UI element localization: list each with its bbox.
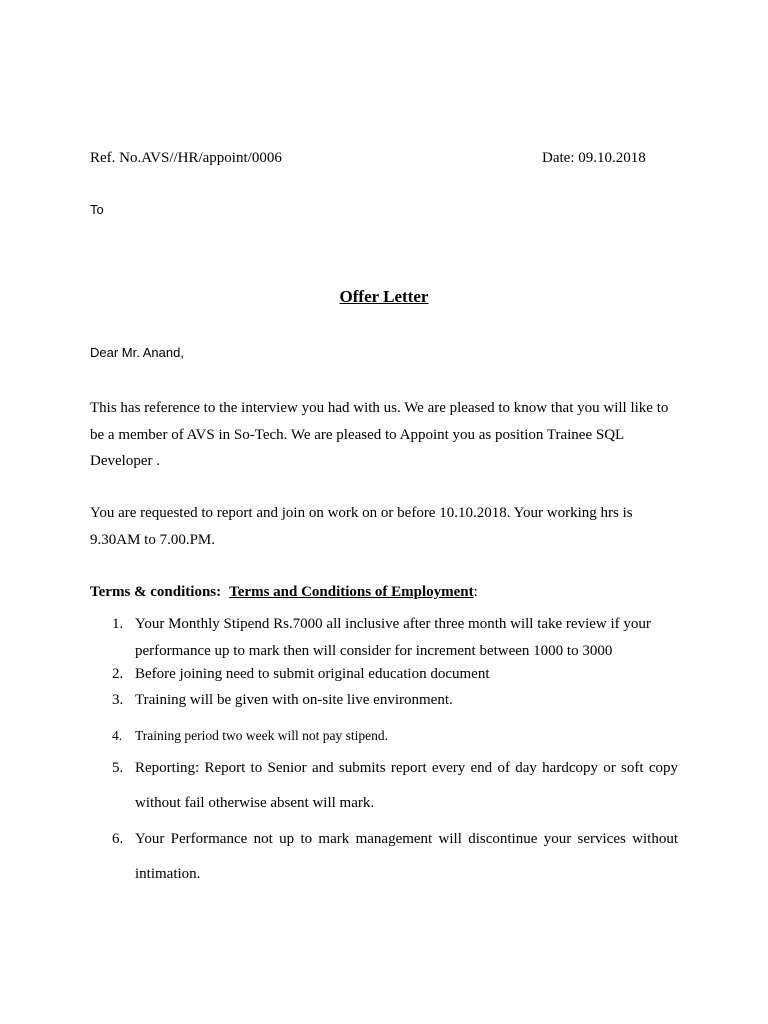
list-item-text: Before joining need to submit original education document <box>135 666 490 682</box>
terms-colon: : <box>473 584 478 600</box>
document-title: Offer Letter <box>339 287 429 306</box>
reference-number: Ref. No.AVS//HR/appoint/0006 <box>90 150 282 166</box>
list-item <box>112 691 678 709</box>
list-item <box>112 822 678 892</box>
list-item-number: 2. <box>112 666 124 682</box>
list-item-text: Training will be given with on-site live environment. <box>135 692 453 708</box>
letter-date: Date: 09.10.2018 <box>542 150 646 166</box>
salutation: Dear Mr. Anand, <box>90 345 184 360</box>
list-item-text: Your Performance not up to mark management will discontinue your services without intimation. <box>135 831 678 882</box>
list-item-number: 3. <box>112 692 124 708</box>
list-item <box>112 727 678 745</box>
list-item-text: Your Monthly Stipend Rs.7000 all inclusive after three month will take review if your performance up to mark then will consider for increment between 1000 to 3000 <box>135 616 651 659</box>
terms-title: Terms and Conditions of Employment <box>229 584 474 600</box>
list-item-text: Reporting: Report to Senior and submits report every end of day hardcopy or soft copy without fail otherwise absent will mark. <box>135 760 678 811</box>
terms-heading <box>90 584 478 601</box>
list-item-number: 4. <box>112 728 123 743</box>
paragraph-introduction: This has reference to the interview you had with us. We are pleased to know that you will like to be a member of AVS in So-Tech. We are pleased to Appoint you as position Trainee SQL Developer . <box>90 400 669 469</box>
list-item-number: 1. <box>112 616 124 632</box>
list-item <box>112 611 678 665</box>
list-item-number: 5. <box>112 760 124 776</box>
list-item <box>112 665 678 683</box>
list-item-text: Training period two week will not pay stipend. <box>135 728 388 743</box>
list-item <box>112 751 678 821</box>
terms-label: Terms & conditions: <box>90 584 222 600</box>
list-item-number: 6. <box>112 831 124 847</box>
paragraph-joining-details: You are requested to report and join on work on or before 10.10.2018. Your working hrs is 9.30AM to 7.00.PM. <box>90 505 633 548</box>
recipient-to-label: To <box>90 202 104 217</box>
